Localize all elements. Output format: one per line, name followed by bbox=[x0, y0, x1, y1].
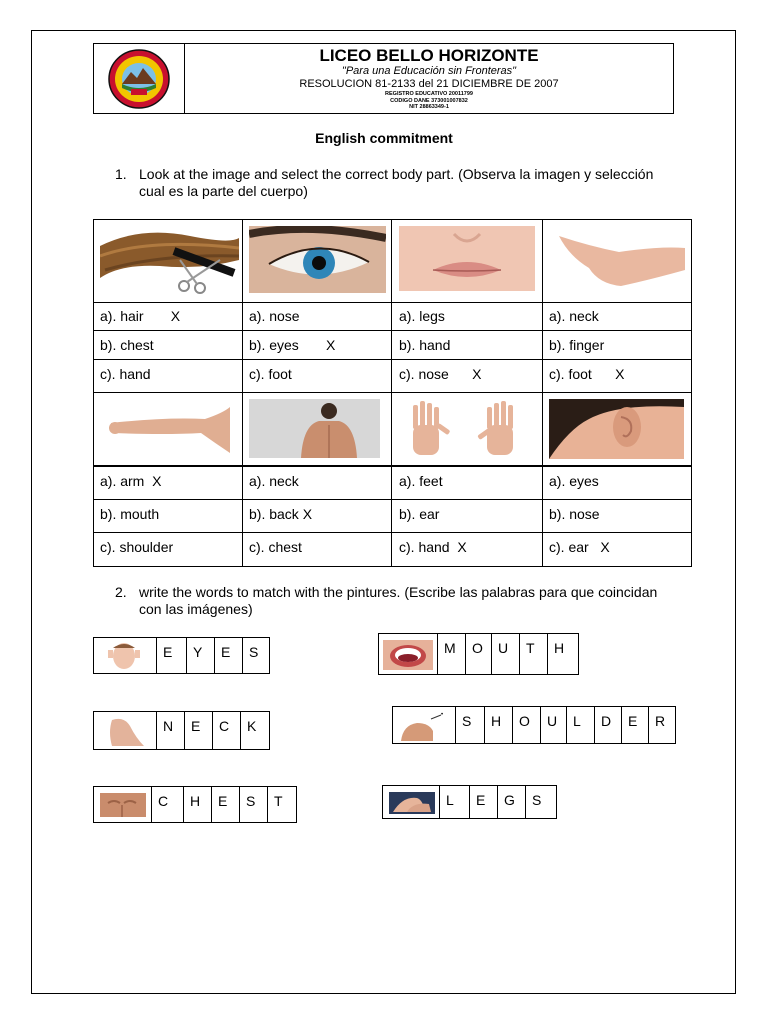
school-motto: "Para una Educación sin Fronteras" bbox=[341, 65, 517, 77]
option-hands-c[interactable]: c). hand X bbox=[399, 539, 467, 555]
chest-thumb bbox=[94, 787, 152, 822]
letter-box[interactable]: H bbox=[485, 707, 513, 743]
option-arm-c[interactable]: c). shoulder bbox=[100, 539, 174, 555]
letter-box[interactable]: E bbox=[212, 787, 240, 822]
nit-text: NIT 28863349-1 bbox=[409, 104, 449, 110]
option-eye-a[interactable]: a). nose bbox=[249, 308, 300, 324]
letter-box[interactable]: E bbox=[185, 712, 213, 749]
word-box-chest bbox=[93, 786, 297, 823]
body-parts-grid bbox=[93, 219, 692, 567]
option-hair-a[interactable]: a). hair X bbox=[100, 308, 181, 324]
option-foot-a[interactable]: a). neck bbox=[549, 308, 599, 324]
shoulder-thumb bbox=[393, 707, 456, 743]
option-back-a[interactable]: a). neck bbox=[249, 473, 299, 489]
mouth-thumb bbox=[379, 634, 438, 674]
exercise1-instruction-line2: cual es la parte del cuerpo) bbox=[139, 183, 308, 199]
worksheet-title: English commitment bbox=[315, 130, 453, 146]
option-hair-b[interactable]: b). chest bbox=[100, 337, 154, 353]
letter-box[interactable]: L bbox=[567, 707, 595, 743]
arm-image bbox=[105, 399, 230, 459]
letter-box[interactable]: O bbox=[513, 707, 541, 743]
eye-image bbox=[249, 226, 386, 293]
option-eye-c[interactable]: c). foot bbox=[249, 366, 292, 382]
option-lips-c[interactable]: c). nose X bbox=[399, 366, 482, 382]
option-ear-c[interactable]: c). ear X bbox=[549, 539, 610, 555]
letter-box[interactable]: H bbox=[184, 787, 212, 822]
letter-box[interactable]: H bbox=[554, 640, 565, 656]
letter-box[interactable]: D bbox=[595, 707, 622, 743]
letter-box[interactable]: L bbox=[440, 786, 470, 818]
option-ear-a[interactable]: a). eyes bbox=[549, 473, 599, 489]
option-hands-b[interactable]: b). ear bbox=[399, 506, 440, 522]
word-box-eyes bbox=[93, 637, 270, 674]
letter-box[interactable]: T bbox=[274, 793, 283, 809]
letter-box[interactable]: Y bbox=[187, 638, 215, 673]
letter-box[interactable]: E bbox=[157, 638, 187, 673]
ear-image bbox=[549, 399, 684, 459]
option-foot-b[interactable]: b). finger bbox=[549, 337, 605, 353]
letter-box[interactable]: R bbox=[655, 713, 666, 729]
letter-box[interactable]: S bbox=[456, 707, 485, 743]
letter-box[interactable]: S bbox=[240, 787, 268, 822]
letter-box[interactable]: U bbox=[492, 634, 520, 674]
neck-thumb bbox=[94, 712, 157, 749]
exercise2-instruction-line2: con las imágenes) bbox=[139, 601, 253, 617]
school-name: LICEO BELLO HORIZONTE bbox=[319, 46, 539, 65]
exercise1-instruction-line1: Look at the image and select the correct body part. (Observa la imagen y selección bbox=[139, 166, 654, 182]
letter-box[interactable]: T bbox=[520, 634, 548, 674]
eyes-thumb bbox=[94, 638, 157, 673]
hair-comb-scissors-image bbox=[100, 226, 239, 296]
option-ear-b[interactable]: b). nose bbox=[549, 506, 600, 522]
exercise1-instruction bbox=[115, 166, 654, 200]
registro-text: REGISTRO EDUCATIVO 20011799 bbox=[385, 91, 473, 97]
word-box-mouth bbox=[378, 633, 579, 675]
back-image bbox=[249, 399, 380, 458]
option-arm-a[interactable]: a). arm X bbox=[100, 473, 162, 489]
option-eye-b[interactable]: b). eyes X bbox=[249, 337, 336, 353]
word-box-neck bbox=[93, 711, 270, 750]
option-hair-c[interactable]: c). hand bbox=[100, 366, 151, 382]
letter-box[interactable]: N bbox=[157, 712, 185, 749]
letter-box[interactable]: S bbox=[249, 644, 259, 660]
letter-box[interactable]: E bbox=[622, 707, 649, 743]
school-crest-logo bbox=[107, 48, 171, 110]
letter-box[interactable]: K bbox=[247, 718, 257, 734]
hands-image bbox=[399, 399, 529, 460]
option-back-b[interactable]: b). back X bbox=[249, 506, 313, 522]
resolution-text: RESOLUCION 81-2133 del 21 DICIEMBRE DE 2007 bbox=[299, 78, 559, 90]
letter-box[interactable]: C bbox=[213, 712, 241, 749]
option-foot-c[interactable]: c). foot X bbox=[549, 366, 625, 382]
letter-box[interactable]: G bbox=[498, 786, 526, 818]
option-back-c[interactable]: c). chest bbox=[249, 539, 302, 555]
foot-image bbox=[549, 226, 685, 293]
legs-thumb bbox=[383, 786, 440, 818]
exercise2-instruction-line1: write the words to match with the pintures. (Escribe las palabras para que coincidan bbox=[139, 584, 658, 600]
option-lips-a[interactable]: a). legs bbox=[399, 308, 445, 324]
letter-box[interactable]: U bbox=[541, 707, 567, 743]
exercise1-number: 1. bbox=[115, 166, 127, 182]
letter-box[interactable]: E bbox=[470, 786, 498, 818]
letter-box[interactable]: C bbox=[152, 787, 184, 822]
codigo-dane-text: CODIGO DANE 373001007832 bbox=[390, 97, 468, 104]
letter-box[interactable]: M bbox=[438, 634, 466, 674]
option-lips-b[interactable]: b). hand bbox=[399, 337, 451, 353]
svg-text:•: • bbox=[441, 712, 444, 718]
word-box-legs bbox=[382, 785, 557, 819]
exercise2-number: 2. bbox=[115, 584, 127, 600]
option-arm-b[interactable]: b). mouth bbox=[100, 506, 160, 522]
exercise2-instruction bbox=[115, 584, 658, 618]
letter-box[interactable]: E bbox=[215, 638, 243, 673]
letter-box[interactable]: S bbox=[532, 792, 542, 808]
option-hands-a[interactable]: a). feet bbox=[399, 473, 443, 489]
word-box-shoulder bbox=[392, 706, 676, 744]
school-logo-cell bbox=[94, 44, 185, 113]
lips-image bbox=[399, 226, 535, 291]
school-header bbox=[93, 43, 674, 114]
letter-box[interactable]: O bbox=[466, 634, 492, 674]
